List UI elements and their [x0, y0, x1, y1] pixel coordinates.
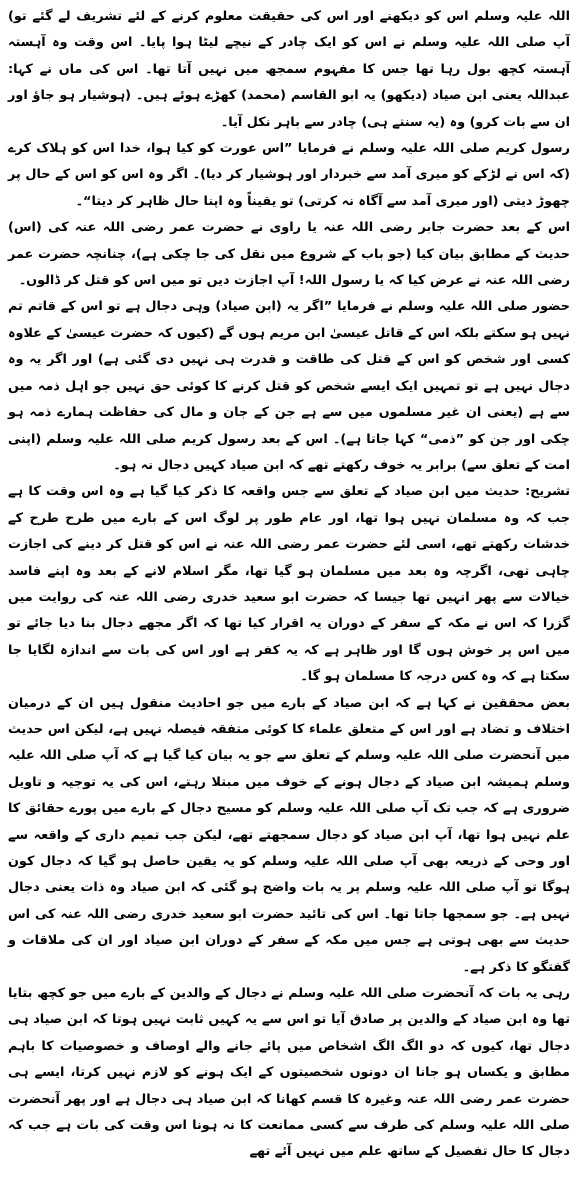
paragraph: اللہ علیہ وسلم اس کو دیکھنے اور اس کی حقیقت معلوم کرنے کے لئے تشریف لے گئے تو) آپ صلی اللہ علیہ وسلم نے اس کو ایک چادر کے نیچے لیٹا ہوا پایا۔ اس وقت وہ آہستہ آہستہ کچھ بول رہا تھا جس کا مفہوم سمجھ میں نہیں آتا تھا۔ اس کی ماں نے کہا: عبداللہ یعنی ابن صیاد (دیکھو) یہ ابو القاسم (محمد) کھڑے ہوئے ہیں۔ (ہوشیار ہو جاؤ اور ان سے بات کرو) وہ (یہ سنتے ہی) چادر سے باہر نکل آیا۔ [8, 9, 570, 130]
paragraph: اس کے بعد حضرت جابر رضی اللہ عنہ یا راوی نے حضرت عمر رضی اللہ عنہ کی (اس) حدیث کے مطابق بیان کیا (جو باب کے شروع میں نقل کی جا چکی ہے)، چنانچہ حضرت عمر رضی اللہ عنہ نے عرض کیا کہ یا رسول اللہ! آپ اجازت دیں تو میں اس کو قتل کر ڈالوں۔ [8, 220, 570, 289]
paragraph: تشریح: حدیث میں ابن صیاد کے تعلق سے جس واقعہ کا ذکر کیا گیا ہے وہ اس وقت کا ہے جب کہ وہ مسلمان نہیں ہوا تھا، اور عام طور پر لوگ اس کے بارے میں طرح طرح کے خدشات رکھتے تھے، اسی لئے حضرت عمر رضی اللہ عنہ نے اس کو قتل کر دینے کی اجازت چاہی تھی، اگرچہ وہ بعد میں مسلمان ہو گیا تھا، مگر اسلام لانے کے بعد وہ اپنے فاسد خیالات سے پھر انہیں تھا جیسا کہ حضرت ابو سعید خدری رضی اللہ عنہ کی روایت میں گزرا کہ اس نے مکہ کے سفر کے دوران یہ اقرار کیا تھا کہ اگر مجھے دجال بنا دیا جائے تو میں اس پر خوش ہوں گا اور ظاہر ہے کہ یہ کفر ہے اور اس کی بات سے اندازہ لگایا جا سکتا ہے کہ وہ کس درجہ کا مسلمان ہو گا۔ [8, 484, 570, 685]
paragraph: حضور صلی اللہ علیہ وسلم نے فرمایا ”اگر یہ (ابن صیاد) وہی دجال ہے تو اس کے قاتم تم نہیں ہو سکتے بلکہ اس کے قاتل عیسیٰ ابن مریم ہوں گے (کیوں کہ حضرت عیسیٰ کے علاوہ کسی اور شخص کو اس کے قتل کی طاقت و قدرت ہی نہیں دی گئی ہے) اور اگر یہ وہ دجال نہیں ہے تو تمہیں ایک ایسے شخص کو قتل کرنے کا کوئی حق نہیں جو اہل ذمہ میں سے ہے (یعنی ان غیر مسلموں میں سے ہے جن کے جان و مال کی حفاظت ہمارے ذمہ ہو چکی اور جن کو ”ذمی“ کہا جاتا ہے)۔ اس کے بعد رسول کریم صلی اللہ علیہ وسلم (اپنی امت کے تعلق سے) برابر یہ خوف رکھتے تھے کہ ابن صیاد کہیں دجال نہ ہو۔ [8, 299, 570, 473]
paragraph: رسول کریم صلی اللہ علیہ وسلم نے فرمایا ”اس عورت کو کیا ہوا، خدا اس کو ہلاک کرے (کہ اس نے لڑکے کو میری آمد سے خبردار اور ہوشیار کر دیا)۔ اگر وہ اس کو اس کے حال پر چھوڑ دیتی (اور میری آمد سے آگاہ نہ کرتی) تو یقیناً وہ اپنا حال ظاہر کر دیتا“۔ [8, 141, 570, 209]
paragraph: رہی یہ بات کہ آنحضرت صلی اللہ علیہ وسلم نے دجال کے والدین کے بارے میں جو کچھ بتایا تھا وہ ابن صیاد کے والدین پر صادق آیا تو اس سے یہ کہیں ثابت نہیں ہوتا کہ ابن صیاد ہی دجال تھا، کیوں کہ دو الگ الگ اشخاص میں پائے جانے والے اوصاف و خصوصیات کا باہم مطابق و یکساں ہو جانا ان دونوں شخصیتوں کے ایک ہونے کو لازم نہیں کرتا، ایسے ہی حضرت عمر رضی اللہ عنہ وغیرہ کا قسم کھانا کہ ابن صیاد ہی دجال ہے اور پھر آنحضرت صلی اللہ علیہ وسلم کی طرف سے کسی ممانعت کا نہ ہونا اس وقت کی بات ہے جب کہ دجال کا حال تفصیل کے ساتھ علم میں نہیں آئے تھے [8, 986, 570, 1160]
paragraph: بعض محققین نے کہا ہے کہ ابن صیاد کے بارے میں جو احادیث منقول ہیں ان کے درمیان اختلاف و تضاد ہے اور اس کے متعلق علماء کا کوئی متفقہ فیصلہ نہیں ہے، لیکن اس حدیث میں آنحضرت صلی اللہ علیہ وسلم کے تعلق سے جو یہ بیان کیا گیا ہے کہ آپ صلی اللہ علیہ وسلم ہمیشہ ابن صیاد کے دجال ہونے کے خوف میں مبتلا رہتے، اس کی یہ توجیہ و تاویل ضروری ہے کہ جب تک آپ صلی اللہ علیہ وسلم کو مسیح دجال کے بارے میں پورے حقائق کا علم نہیں ہوا تھا، آپ ابن صیاد کو دجال سمجھتے تھے، لیکن جب تمیم داری کے واقعہ سے اور وحی کے ذریعہ بھی آپ صلی اللہ علیہ وسلم کو یہ یقین حاصل ہو گیا کہ دجال کون ہوگا تو آپ صلی اللہ علیہ وسلم پر یہ بات واضح ہو گئی کہ ابن صیاد وہ ذات یعنی دجال نہیں ہے۔ جو سمجھا جاتا تھا۔ اس کی تائید حضرت ابو سعید خدری رضی اللہ عنہ کی اس حدیث سے بھی ہوتی ہے جس میں مکہ کے سفر کے دوران ابن صیاد اور ان کی ملاقات و گفتگو کا ذکر ہے۔ [8, 695, 570, 975]
